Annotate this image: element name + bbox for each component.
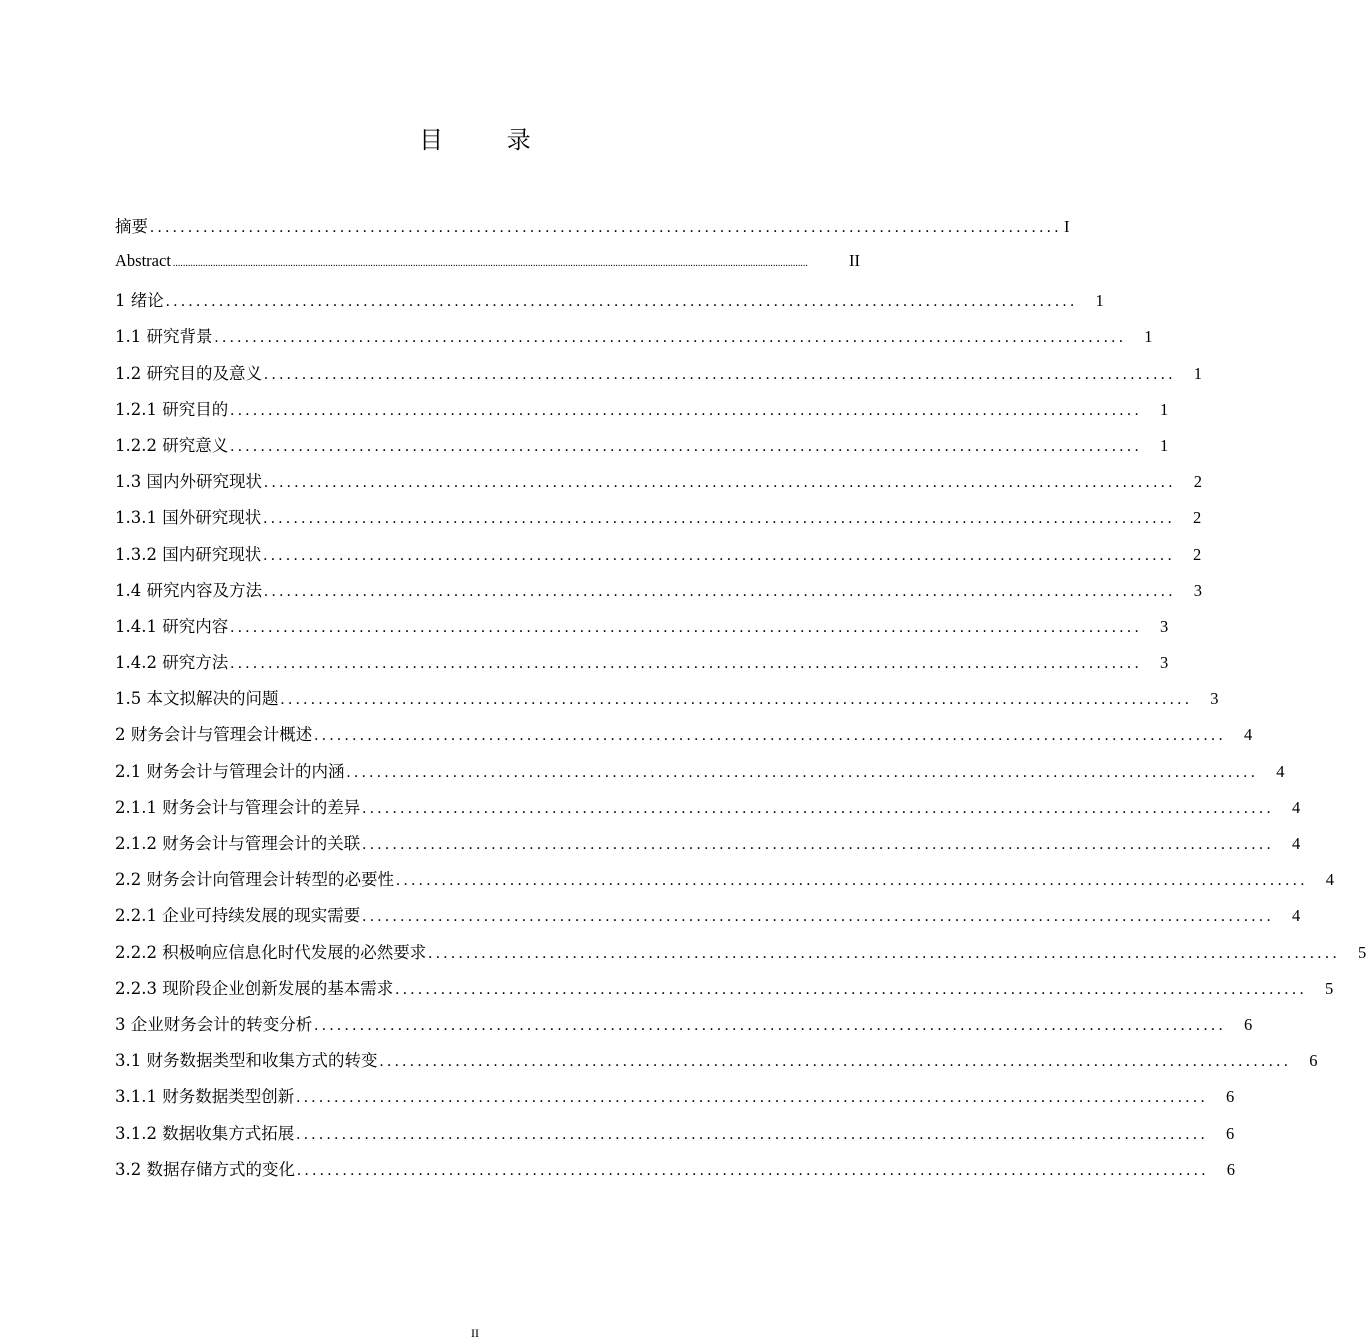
toc-entry-page: 2 [1193,472,1202,492]
toc-dot-leader: ........................................................................................................................ [314,1016,1227,1034]
toc-entry-label: 3.1 财务数据类型和收集方式的转变 [115,1051,378,1071]
toc-entry[interactable] [115,323,1153,359]
toc-dot-leader: ........................................................................................................................ [264,474,1176,492]
toc-entry-label: 3.1.2 数据收集方式拓展 [115,1123,295,1143]
toc-entry-page: 6 [1309,1051,1318,1071]
toc-dot-leader: ........................................................................................................................ [362,799,1275,817]
toc-entry[interactable] [115,649,1169,685]
toc-dot-leader: ........................................................................................................................ [165,293,1078,311]
toc-entry[interactable] [115,1083,1235,1119]
toc-entry-label: 2.1.2 财务会计与管理会计的关联 [115,834,361,853]
toc-entry-page: 6 [1244,1014,1253,1034]
toc-dot-leader: ........................................................................................................................ [314,727,1227,745]
toc-entry-page: 4 [1276,761,1285,781]
table-of-contents [115,213,1366,1192]
toc-entry-page: 3 [1193,580,1202,600]
toc-entry-label: 1.2.2 研究意义 [115,435,229,455]
toc-entry-label: 2.2 财务会计向管理会计转型的必要性 [115,870,394,890]
toc-entry-page: 3 [1159,616,1169,636]
toc-entry-page: 4 [1291,834,1301,853]
toc-entry-label: 1 绪论 [115,291,164,311]
toc-dot-leader: ........................................................................................................................ [362,836,1275,853]
toc-dot-leader: ........................................................................................................................ [230,655,1143,673]
toc-entry-label: 1.3 国内外研究现状 [115,472,262,492]
toc-entry-page: 1 [1159,435,1169,455]
page-number: II [471,1326,479,1340]
toc-entry[interactable] [115,360,1202,396]
toc-entry-label: 1.4.2 研究方法 [115,653,229,673]
toc-entry-page: 1 [1159,399,1169,419]
toc-entry[interactable] [115,685,1219,721]
toc-entry[interactable] [115,1120,1235,1156]
toc-entry[interactable] [115,213,1070,251]
toc-dot-leader: ........................................................................................................................ [297,1161,1209,1179]
toc-dot-leader: ........................................................................................................................ [263,510,1176,528]
toc-entry[interactable] [115,939,1366,975]
toc-entry-label: 3.2 数据存储方式的变化 [115,1159,295,1179]
toc-entry-page: 4 [1325,870,1334,890]
toc-entry-label: 3 企业财务会计的转变分析 [115,1014,313,1034]
toc-entry-label: 1.1 研究背景 [115,327,213,347]
page-title: 目 录 [419,126,559,154]
toc-entry-label: 2 财务会计与管理会计概述 [115,725,313,745]
toc-entry-page: 5 [1357,942,1366,962]
toc-entry[interactable] [115,468,1202,504]
toc-entry-page: 1 [1193,363,1202,383]
toc-dot-leader: ........................................................................................................................ [230,437,1143,455]
toc-entry[interactable] [115,251,860,287]
toc-entry-label: 1.3.2 国内研究现状 [115,544,262,564]
toc-entry-page: I [1064,217,1070,236]
toc-entry[interactable] [115,287,1104,323]
toc-dot-leader: ........................................................................................................................ [379,1053,1292,1071]
toc-entry[interactable] [115,504,1202,540]
toc-entry-label: 2.2.3 现阶段企业创新发展的基本需求 [115,978,394,998]
toc-entry-label: 2.2.1 企业可持续发展的现实需要 [115,906,361,926]
toc-entry[interactable] [115,794,1301,830]
toc-entry-page: 4 [1291,797,1301,817]
toc-dot-leader: ........................................................................................................................ [395,980,1308,998]
toc-dot-leader: ........................................................................................................................ [150,219,1062,236]
toc-entry[interactable] [115,866,1334,902]
toc-entry-page: 4 [1291,906,1301,926]
toc-entry[interactable] [115,902,1301,938]
toc-entry-page: 6 [1226,1159,1235,1179]
toc-entry[interactable] [115,1011,1253,1047]
toc-entry[interactable] [115,432,1169,468]
toc-entry-page: 5 [1324,978,1334,998]
toc-entry[interactable] [115,1047,1318,1083]
toc-entry-page: 6 [1225,1087,1235,1107]
toc-entry[interactable] [115,541,1202,577]
toc-entry-page: 1 [1095,291,1104,311]
toc-entry-label: 2.1 财务会计与管理会计的内涵 [115,761,345,781]
toc-dot-leader: ........................................................................................................................ [230,401,1143,419]
toc-entry-page: 4 [1244,725,1253,745]
toc-dot-leader: ........................................................................................................................ [264,365,1176,383]
toc-entry[interactable] [115,396,1169,432]
toc-entry-label: 1.4 研究内容及方法 [115,580,262,600]
toc-entry-label: 1.2 研究目的及意义 [115,363,262,383]
toc-entry-label: 3.1.1 财务数据类型创新 [115,1087,295,1107]
toc-entry[interactable] [115,721,1253,757]
toc-entry-label: 1.4.1 研究内容 [115,616,229,636]
toc-entry-label: Abstract [115,251,171,270]
toc-entry-page: II [849,251,860,270]
toc-entry-label: 摘要 [115,217,148,236]
toc-entry[interactable] [115,1156,1235,1192]
toc-entry-page: 2 [1192,508,1202,528]
toc-entry-label: 2.1.1 财务会计与管理会计的差异 [115,797,361,817]
toc-entry[interactable] [115,758,1285,794]
toc-entry-label: 1.5 本文拟解决的问题 [115,689,279,709]
toc-dot-leader: ........................................................................................................................ [296,1125,1209,1143]
toc-entry[interactable] [115,577,1202,613]
toc-dot-leader: ........................................................................................................................ [296,1089,1209,1107]
toc-entry-page: 6 [1225,1123,1235,1143]
toc-dot-leader: ........................................................................................................................ [346,763,1259,781]
toc-dot-leader: .............................................................................................................................................................................................................................................................. [172,258,808,269]
toc-entry-label: 1.2.1 研究目的 [115,399,229,419]
toc-entry[interactable] [115,975,1334,1011]
toc-entry-page: 2 [1192,544,1202,564]
toc-entry[interactable] [115,830,1301,866]
toc-dot-leader: ........................................................................................................................ [214,329,1127,347]
toc-entry-label: 2.2.2 积极响应信息化时代发展的必然要求 [115,942,427,962]
toc-entry-page: 3 [1159,653,1169,673]
toc-dot-leader: ........................................................................................................................ [362,908,1275,926]
toc-dot-leader: ........................................................................................................................ [428,944,1341,962]
toc-dot-leader: ........................................................................................................................ [396,872,1308,890]
toc-dot-leader: ........................................................................................................................ [264,582,1176,600]
toc-dot-leader: ........................................................................................................................ [230,618,1143,636]
toc-entry[interactable] [115,613,1169,649]
toc-entry-label: 1.3.1 国外研究现状 [115,508,262,528]
toc-entry-page: 3 [1210,689,1219,709]
toc-entry-page: 1 [1144,327,1153,347]
toc-dot-leader: ........................................................................................................................ [280,691,1193,709]
toc-dot-leader: ........................................................................................................................ [263,546,1176,564]
